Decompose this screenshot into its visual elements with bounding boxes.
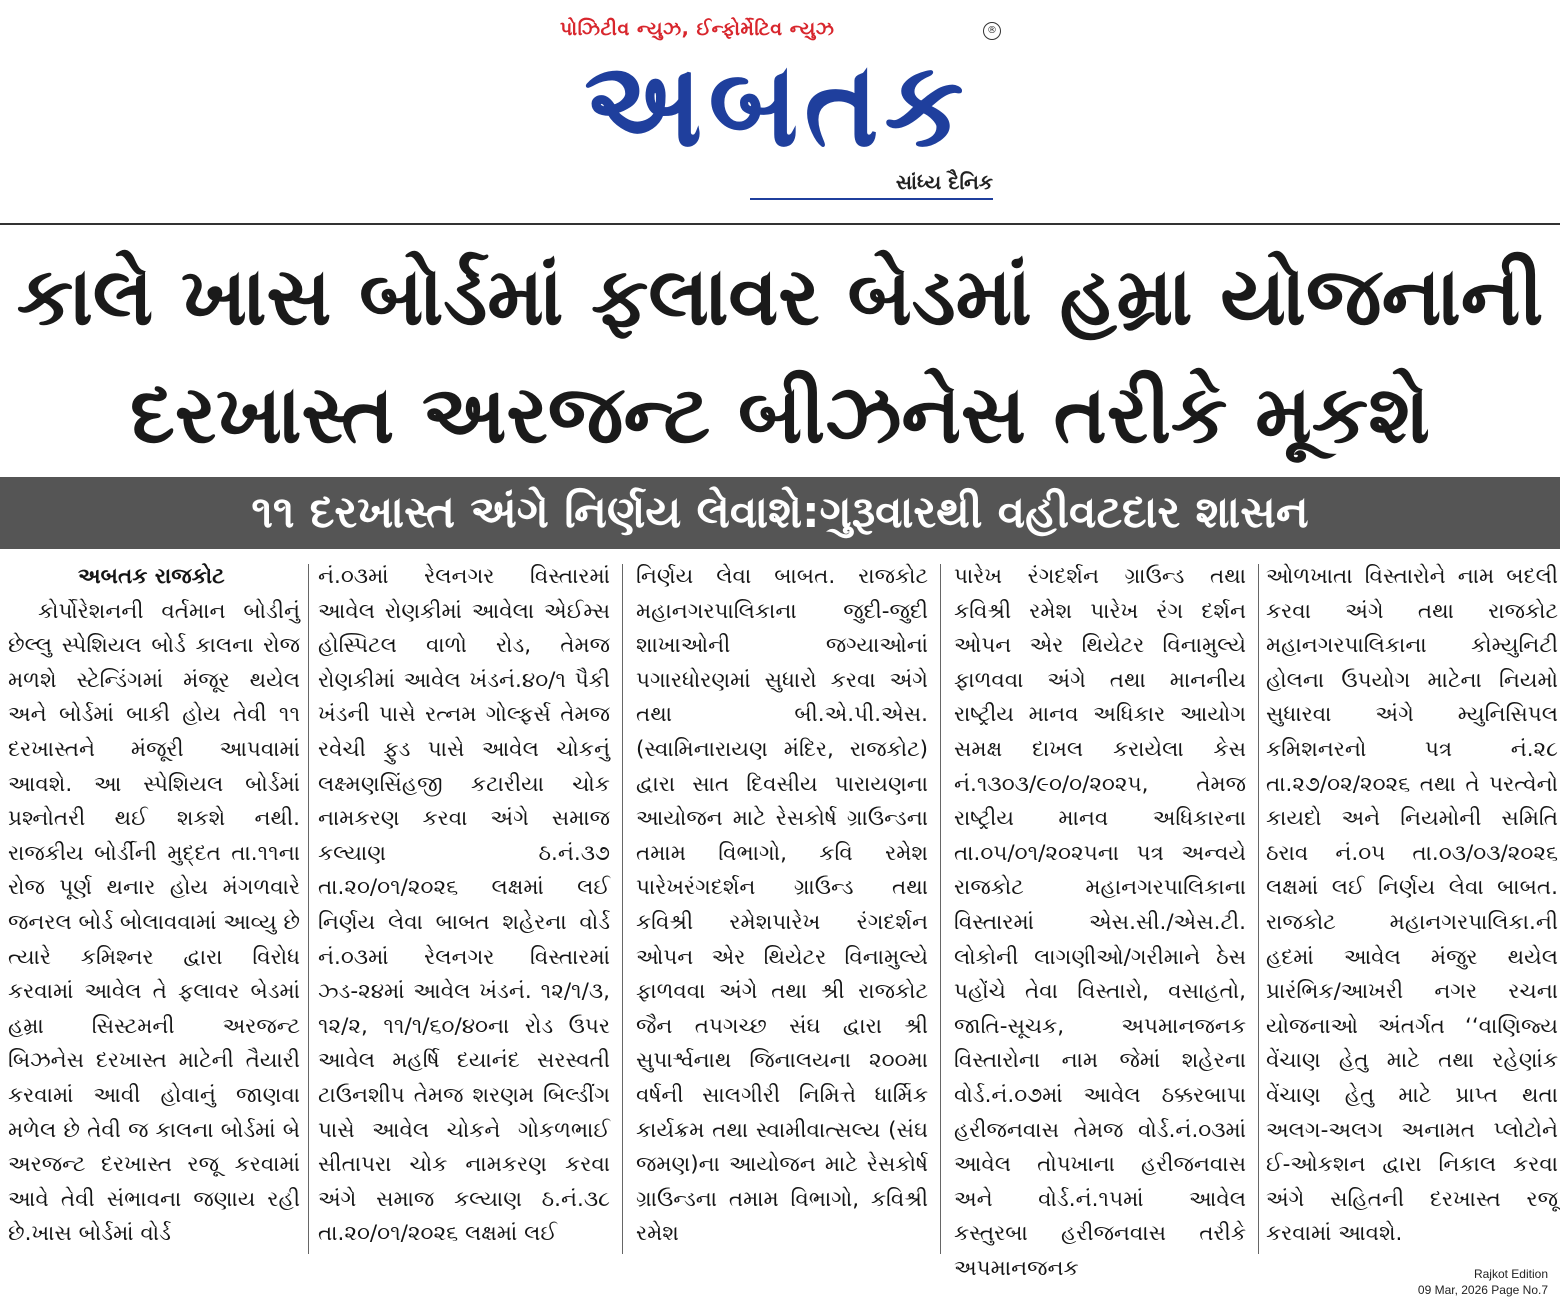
headline-line-1: કાલે ખાસ બોર્ડમાં ફલાવર બેડમાં હમ્રા યોજનાની	[16, 250, 1544, 343]
edition-label: Rajkot Edition	[1473, 1267, 1548, 1281]
newspaper-logo: અબતક	[584, 36, 970, 174]
masthead-tagline: પોઝિટીવ ન્યુઝ, ઈન્ફોર્મેટિવ ન્યુઝ	[560, 18, 835, 40]
column-text: નિર્ણય લેવા બાબત. રાજકોટ મહાનગરપાલિકાના જુદી-જુદી શાખાઓની જગ્યાઓનાં પગારધોરણમાં સુધારો કરવા અંગે તથા બી.એ.પી.એસ.(સ્વામિનારાયણ મંદિર, રાજકોટ) દ્વારા સાત દિવસીય પારાયણના આયોજન માટે રેસકોર્ષ ગ્રાઉન્ડના તમામ વિભાગો, કવિ રમેશ પારેખરંગદર્શન ગ્રાઉન્ડ તથા કવિશ્રી રમેશપારેખ રંગદર્શન ઓપન એર થિયેટર વિનામુલ્યે ફાળવવા અંગે તથા શ્રી રાજકોટ જૈન તપગચ્છ સંઘ દ્વારા શ્રી સુપાર્શ્વનાથ જિનાલયના ૨૦૦મા વર્ષની સાલગીરી નિમિત્તે ધાર્મિક કાર્યક્રમ તથા સ્વામીવાત્સલ્ય (સંઘ જમણ)ના આયોજન માટે રેસકોર્ષ ગ્રાઉન્ડના તમામ વિભાગો, કવિશ્રી રમેશ	[636, 564, 928, 1247]
masthead-subtitle: સાંધ્ય દૈનિક	[895, 170, 993, 194]
column-text: પારેખ રંગદર્શન ગ્રાઉન્ડ તથા કવિશ્રી રમેશ પારેખ રંગ દર્શન ઓપન એર થિયેટર વિનામુલ્યે ફાળવવા અંગે તથા માનનીય રાષ્ટ્રીય માનવ અધિકાર આયોગ સમક્ષ દાખલ કરાયેલા કેસ નં.૧૩૦૩/૯૦/૦/૨૦૨૫, તેમજ રાષ્ટ્રીય માનવ અધિકારના તા.૦૫/૦૧/૨૦૨૫ના પત્ર અન્વયે રાજકોટ મહાનગરપાલિકાના વિસ્તારમાં એસ.સી./એસ.ટી. લોકોની લાગણીઓ/ગરીમાને ઠેસ પહોંચે તેવા વિસ્તારો, વસાહતો, જાતિ-સૂચક, અપમાનજનક વિસ્તારોના નામ જેમાં શહેરના વોર્ડ.નં.૦૭માં આવેલ ઠક્કરબાપા હરીજનવાસ તેમજ વોર્ડ.નં.૦૩માં આવેલ તોપખાના હરીજનવાસ અને વોર્ડ.નં.૧૫માં આવેલ કસ્તુરબા હરીજનવાસ તરીકે અપમાનજનક	[954, 564, 1246, 1281]
article-column-5	[1266, 560, 1558, 1260]
column-divider	[308, 564, 309, 1254]
column-divider	[622, 564, 623, 1254]
column-text: નં.૦૩માં રેલનગર વિસ્તારમાં આવેલ રોણકીમાં આવેલા એઈમ્સ હોસ્પિટલ વાળો રોડ, તેમજ રોણકીમાં આવેલ ખંડનં.૪૦/૧ પૈકી ખંડની પાસે રત્નમ ગોલ્ફર્સ તેમજ રવેચી ફુડ પાસે આવેલ ચોકનું લક્ષ્મણસિંહજી કટારીયા ચોક નામકરણ કરવા અંગે સમાજ કલ્યાણ ઠ.નં.૩૭ તા.૨૦/૦૧/૨૦૨૬ લક્ષમાં લઈ નિર્ણય લેવા બાબત શહેરના વોર્ડ નં.૦૩માં રેલનગર વિસ્તારમાં ઝ્ડ-૨૪માં આવેલ ખંડનં. ૧૨/૧/૩, ૧૨/૨, ૧૧/૧/૬૦/૪૦ના રોડ ઉપર આવેલ મહર્ષિ દયાનંદ સરસ્વતી ટાઉનશીપ તેમજ શરણમ બિલ્ડીંગ પાસે આવેલ ચોકને ગોકળભાઈ સીતાપરા ચોક નામકરણ કરવા અંગે સમાજ કલ્યાણ ઠ.નં.૩૮ તા.૨૦/૦૧/૨૦૨૬ લક્ષમાં લઈ	[318, 564, 610, 1247]
column-text: કોર્પોરેશનની વર્તમાન બોડીનું છેલ્લુ સ્પેશિયલ બોર્ડ કાલના રોજ મળશે સ્ટેન્ડિંગમાં મંજૂર થયેલ અને બોર્ડમાં બાકી હોય તેવી ૧૧ દરખાસ્તને મંજૂરી આપવામાં આવશે. આ સ્પેશિયલ બોર્ડમાં પ્રશ્નોતરી થઈ શકશે નથી. રાજકીય બોર્ડીની મુદ્દત તા.૧૧ના રોજ પૂર્ણ થનાર હોય મંગળવારે જનરલ બોર્ડ બોલાવવામાં આવ્યુ છે ત્યારે કમિશ્નર દ્વારા વિરોધ કરવામાં આવેલ તે ફલાવર બેડમાં હમ્રા સિસ્ટમની અરજન્ટ બિઝનેસ દરખાસ્ત માટેની તૈયારી કરવામાં આવી હોવાનું જાણવા મળેલ છે તેવી જ કાલના બોર્ડમાં બે અરજન્ટ દરખાસ્ત રજૂ કરવામાં આવે તેવી સંભાવના જણાય રહી છે.ખાસ બોર્ડમાં વોર્ડ	[8, 598, 301, 1247]
article-column-1	[8, 560, 300, 1260]
registered-mark-icon: ®	[983, 22, 1001, 40]
masthead-rule	[750, 198, 993, 200]
column-divider	[940, 564, 941, 1254]
article-column-4	[954, 560, 1246, 1281]
column-text: ઓળખાતા વિસ્તારોને નામ બદલી કરવા અંગે તથા રાજકોટ મહાનગરપાલિકાના કોમ્યુનિટી હોલના ઉપયોગ માટેના નિયમો સુધારવા અંગે મ્યુનિસિપલ કમિશનરનો પત્ર નં.૨૮ તા.૨૭/૦૨/૨૦૨૬ તથા તે પરત્વેનો કાયદો અને નિયમોની સમિતિ ઠરાવ નં.૦૫ તા.૦૩/૦૩/૨૦૨૬ લક્ષમાં લઈ નિર્ણય લેવા બાબત. રાજકોટ મહાનગરપાલિકા.ની હદમાં આવેલ મંજુર થયેલ પ્રારંભિક/આખરી નગર રચના યોજનાઓ અંતર્ગત ‘‘વાણિજ્ય વેંચાણ હેતુ માટે તથા રહેણાંક વેંચાણ હેતુ માટે પ્રાપ્ત થતા અલગ-અલગ અનામત પ્લોટોને ઈ-ઓકશન દ્વારા નિકાલ કરવા અંગે સહિતની દરખાસ્ત રજૂ કરવામાં આવશે.	[1266, 564, 1558, 1247]
section-divider	[0, 223, 1560, 225]
masthead	[0, 0, 1560, 210]
headline	[0, 238, 1560, 474]
column-divider	[1258, 564, 1259, 1254]
byline: અબતક રાજકોટ	[78, 564, 225, 589]
headline-line-2: દરખાસ્ત અરજન્ટ બીઝનેસ તરીકે મૂકશે	[130, 368, 1430, 461]
article-column-3	[636, 560, 928, 1260]
subheadline-banner: ૧૧ દરખાસ્ત અંગે નિર્ણય લેવાશે:ગુરૂવારથી વહીવટદાર શાસન	[0, 477, 1560, 549]
date-page-label: 09 Mar, 2026 Page No.7	[1417, 1283, 1548, 1297]
page-footer	[1418, 1266, 1548, 1298]
article-column-2	[318, 560, 610, 1260]
